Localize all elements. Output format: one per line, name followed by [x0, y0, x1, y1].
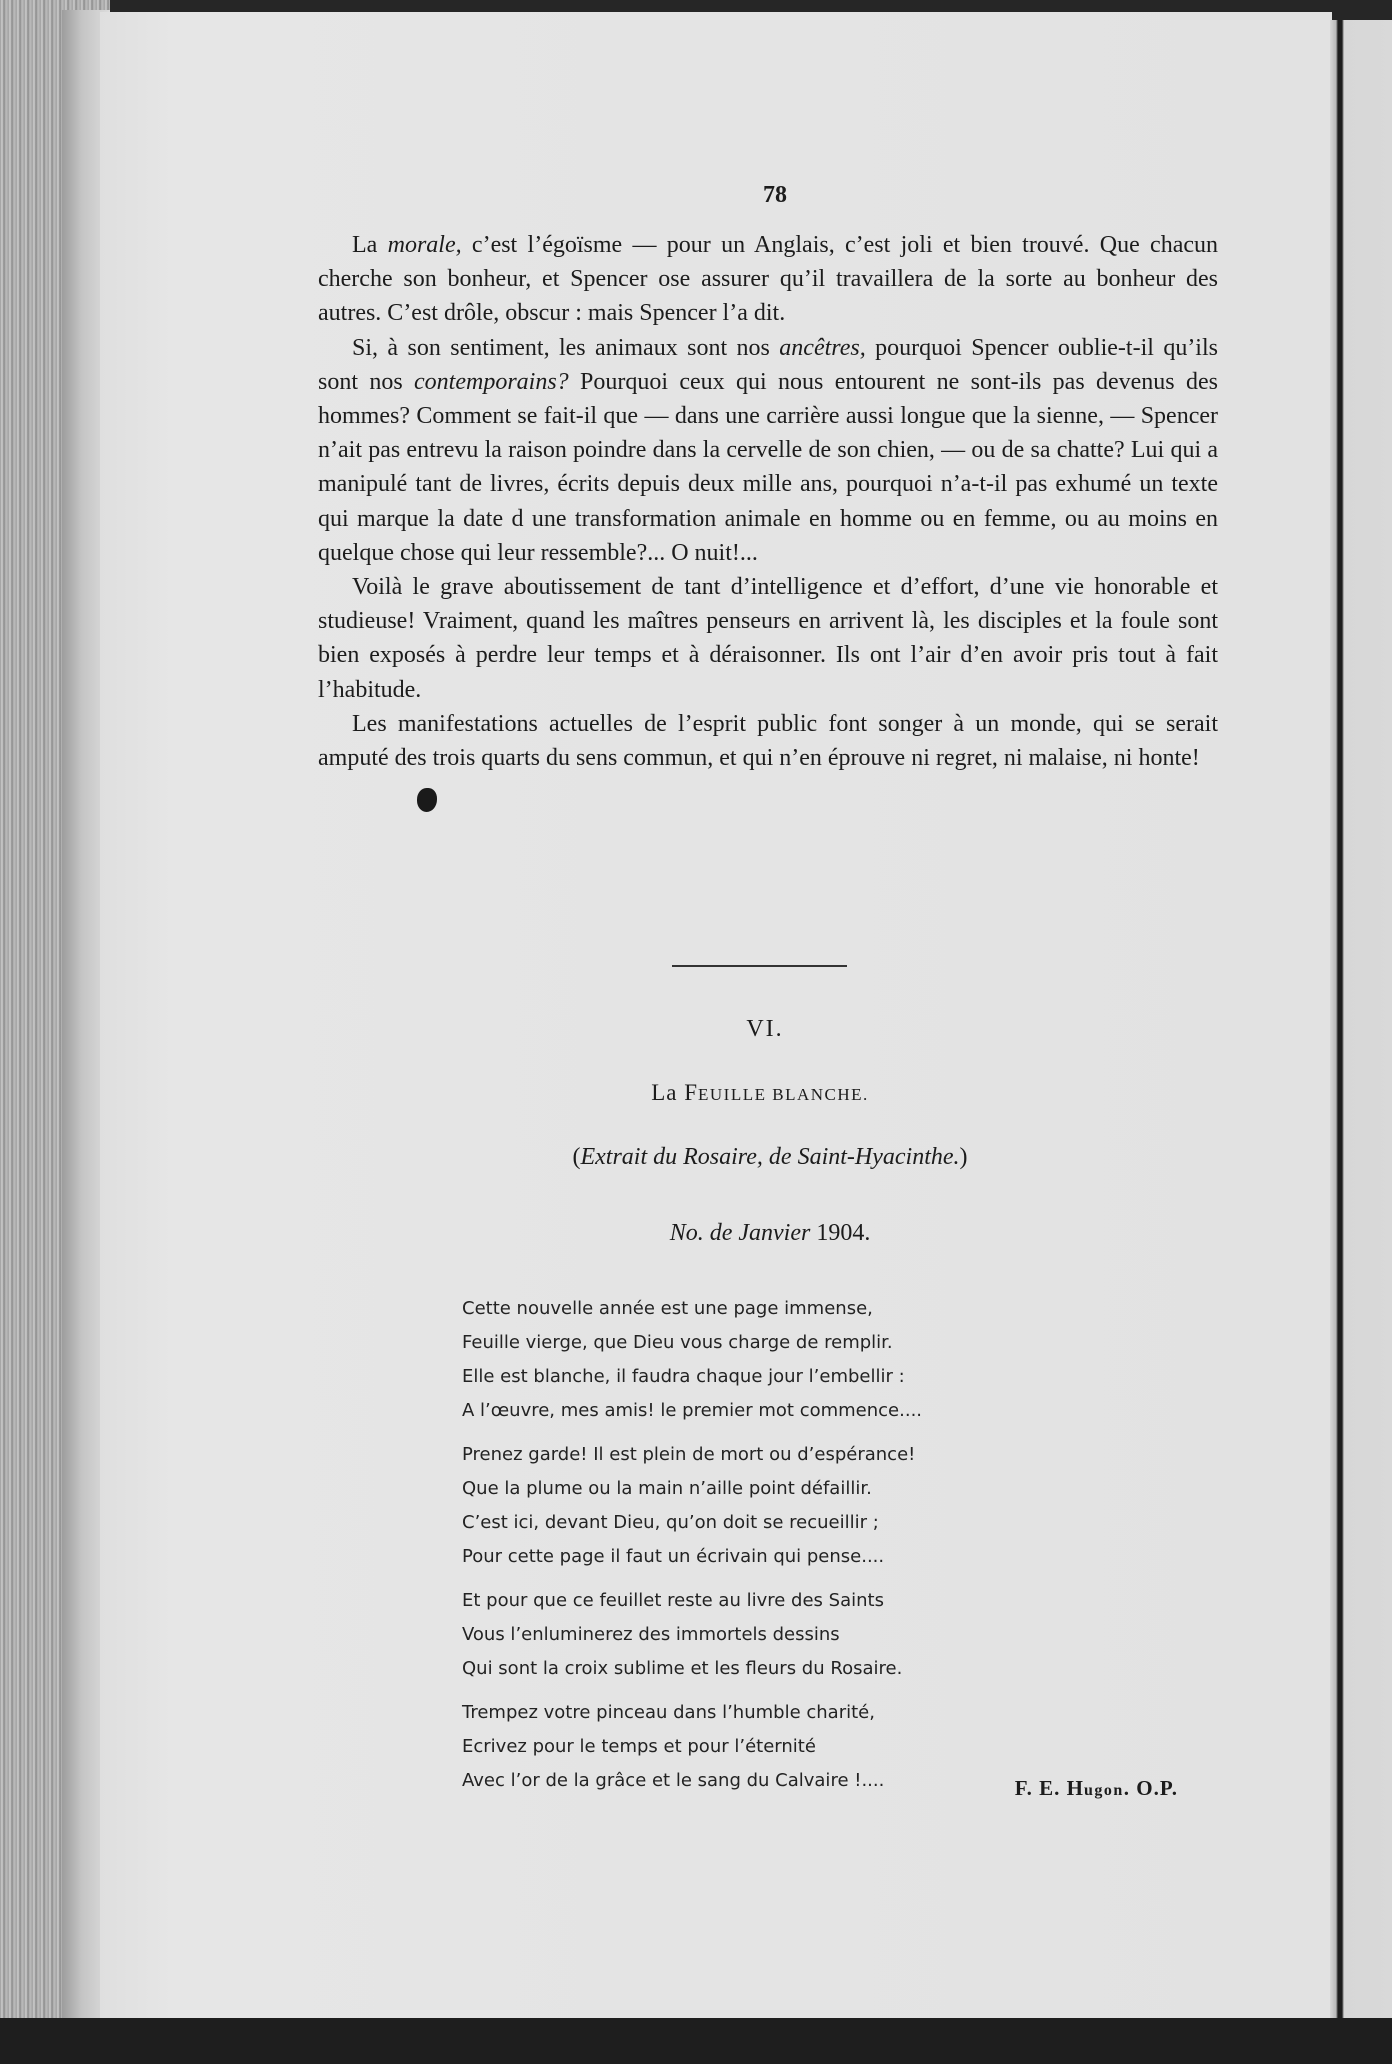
poem-line: Ecrivez pour le temps et pour l’éternité	[462, 1736, 816, 1757]
signature-suffix: . O.P.	[1123, 1776, 1178, 1800]
prose-paragraph	[318, 228, 1218, 331]
prose-text: Voilà le grave aboutissement de tant d’intelligence et d’effort, d’une vie honorable et studieuse! Vraiment, quand les maîtres penseurs en arrivent là, les disciples et la foule sont bien exposés à perdre leur temps et à déraisonner. Ils ont l’air d’en avoir pris tout à fait l’habitude.	[318, 574, 1218, 703]
poem-line: Que la plume ou la main n’aille point défaillir.	[462, 1478, 872, 1499]
poem-line: Elle est blanche, il faudra chaque jour l’embellir :	[462, 1366, 905, 1387]
poem-line: Feuille vierge, que Dieu vous charge de remplir.	[462, 1332, 893, 1353]
prose-italic-text: morale,	[387, 232, 462, 258]
prose-text: Si, à son sentiment, les animaux sont nos	[352, 334, 780, 361]
poem-line: Pour cette page il faut un écrivain qui pense....	[462, 1546, 885, 1567]
section-title-rest: EUILLE BLANCHE.	[698, 1085, 869, 1104]
prose-italic-text: contemporains?	[414, 368, 569, 395]
issue-label: No. de Janvier	[669, 1220, 811, 1246]
scan-border-bottom	[0, 2018, 1392, 2064]
prose-text: Pourquoi ceux qui nous entourent ne sont-ils pas devenus des hommes? Comment se fait-il que — dans une carrière aussi longue que la sienne, — Spencer n’ait pas entrevu la raison poindre dans la cervelle de son chien, — ou de sa chatte? Lui qui a manipulé tant de livres, écrits depuis deux mille ans, pourquoi n’a-t-il pas exhumé un texte qui marque la date d une transformation animale en homme ou en femme, ou au moins en quelque chose qui leur ressemble?... O nuit!...	[318, 368, 1218, 566]
extract-open-paren: (	[572, 1144, 581, 1170]
poem-line: Prenez garde! Il est plein de mort ou d’espérance!	[462, 1444, 916, 1465]
prose-paragraph	[318, 570, 1218, 707]
poem-line: Cette nouvelle année est une page immense,	[462, 1298, 873, 1319]
prose-body	[318, 228, 1218, 775]
extract-close-paren: )	[959, 1144, 968, 1170]
prose-italic-text: ancêtres,	[779, 334, 866, 361]
signature	[820, 1776, 1178, 1801]
poem-line: Et pour que ce feuillet reste au livre des Saints	[462, 1590, 884, 1611]
poem-line: Qui sont la croix sublime et les fleurs du Rosaire.	[462, 1658, 903, 1679]
poem-stanza	[462, 1584, 1062, 1686]
poem-line: Vous l’enluminerez des immortels dessins	[462, 1624, 840, 1645]
section-number: VI.	[746, 1016, 784, 1042]
issue-date	[520, 1220, 1020, 1247]
poem-line: A l’œuvre, mes amis! le premier mot commence....	[462, 1400, 923, 1421]
prose-text: c’est l’égoïsme — pour un Anglais, c’est joli et bien trouvé. Que chacun cherche son bonheur, et Spencer ose assurer qu’il travaillera de la sorte au bonheur des autres. C’est drôle, obscur : mais Spencer l’a dit.	[318, 232, 1219, 327]
extract-source	[420, 1144, 1120, 1171]
section-title-la: La	[651, 1080, 678, 1105]
prose-paragraph	[318, 707, 1218, 775]
prose-paragraph	[318, 331, 1218, 570]
section-title-initial: F	[684, 1080, 699, 1105]
section-divider	[672, 965, 847, 967]
poem-line: C’est ici, devant Dieu, qu’on doit se recueillir ;	[462, 1512, 879, 1533]
issue-year: 1904.	[816, 1220, 871, 1246]
prose-text: La	[352, 232, 388, 258]
poem-stanza	[462, 1292, 1062, 1428]
poem-line: Avec l’or de la grâce et le sang du Calvaire !....	[462, 1770, 885, 1791]
section-title	[520, 1080, 1000, 1106]
poem	[462, 1292, 1062, 1808]
prose-text: Les manifestations actuelles de l’esprit public font songer à un monde, qui se serait amputé des trois quarts du sens commun, et qui n’en éprouve ni regret, ni malaise, ni honte!	[318, 710, 1218, 772]
extract-text: Extrait du Rosaire, de Saint-Hyacinthe.	[580, 1144, 960, 1170]
page-number: 78	[763, 182, 787, 208]
prose-text: pourquoi Spencer oublie-t-il qu’ils sont nos	[318, 334, 1218, 395]
facing-page-edge	[1330, 20, 1392, 2020]
poem-line: Trempez votre pinceau dans l’humble charité,	[462, 1702, 875, 1723]
signature-smallcaps: ugon	[1083, 1782, 1124, 1799]
signature-prefix: F. E. H	[1014, 1776, 1084, 1800]
poem-stanza	[462, 1438, 1062, 1574]
